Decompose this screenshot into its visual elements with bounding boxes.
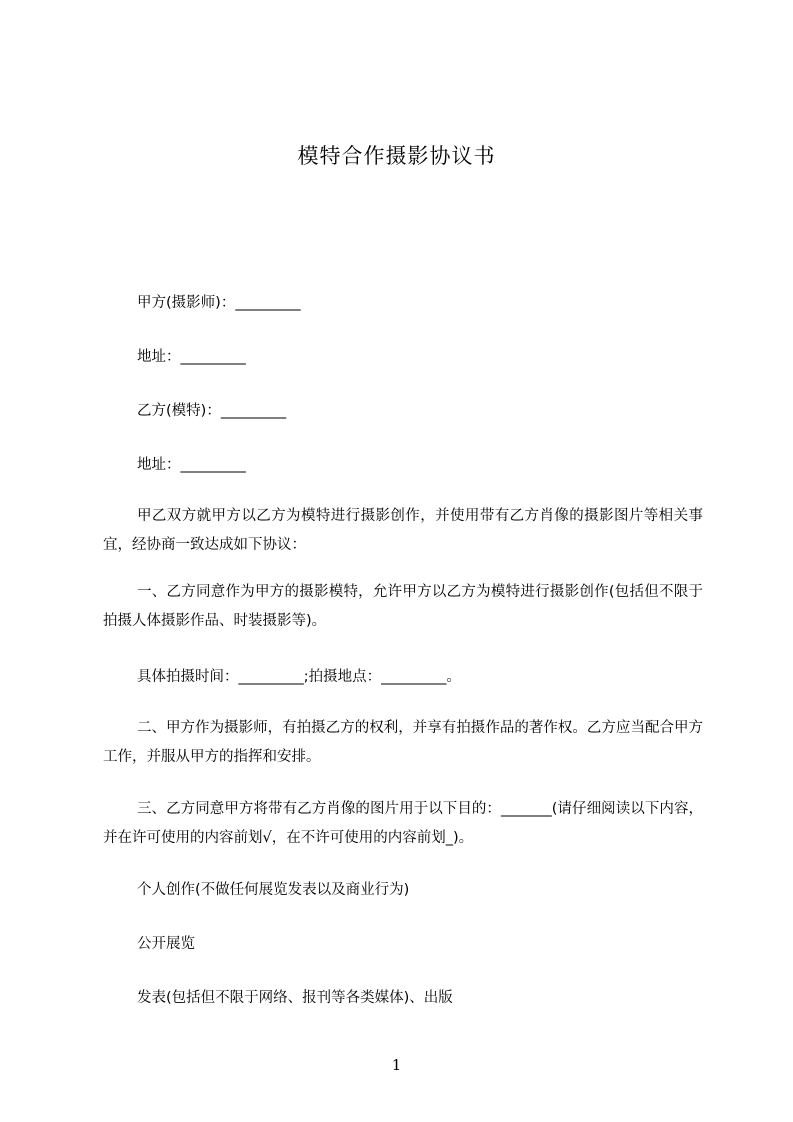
option-personal-creation: 个人创作(不做任何展览发表以及商业行为): [137, 882, 410, 898]
option-public-exhibition: 公开展览: [137, 936, 195, 952]
option-publication: 发表(包括但不限于网络、报刊等各类媒体)、出版: [137, 990, 453, 1006]
clause-1-paragraph: 一、乙方同意作为甲方的摄影模特，允许甲方以乙方为模特进行摄影创作(包括但不限于拍摄人体摄影作品、时装摄影等)。: [103, 584, 703, 629]
page-number: 1: [391, 1056, 402, 1074]
intro-paragraph: 甲乙双方就甲方以乙方为模特进行摄影创作，并使用带有乙方肖像的摄影图片等相关事宜，经协商一致达成如下协议：: [103, 508, 703, 553]
shoot-details-line: 具体拍摄时间：_________;拍摄地点：_________。: [137, 669, 461, 685]
party-b-line: 乙方(模特)：_________: [137, 403, 287, 419]
clause-2-paragraph: 二、甲方作为摄影师，有拍摄乙方的权利，并享有拍摄作品的著作权。乙方应当配合甲方工作，并服从甲方的指挥和安排。: [103, 720, 703, 765]
party-a-line: 甲方(摄影师)：_________: [137, 295, 301, 311]
address-b-line: 地址：_________: [137, 457, 246, 473]
document-title: 模特合作摄影协议书: [297, 144, 496, 168]
clause-3-paragraph: 三、乙方同意甲方将带有乙方肖像的图片用于以下目的：_______(请仔细阅读以下内容，并在许可使用的内容前划√，在不许可使用的内容前划_)。: [103, 801, 703, 846]
address-a-line: 地址：_________: [137, 349, 246, 365]
